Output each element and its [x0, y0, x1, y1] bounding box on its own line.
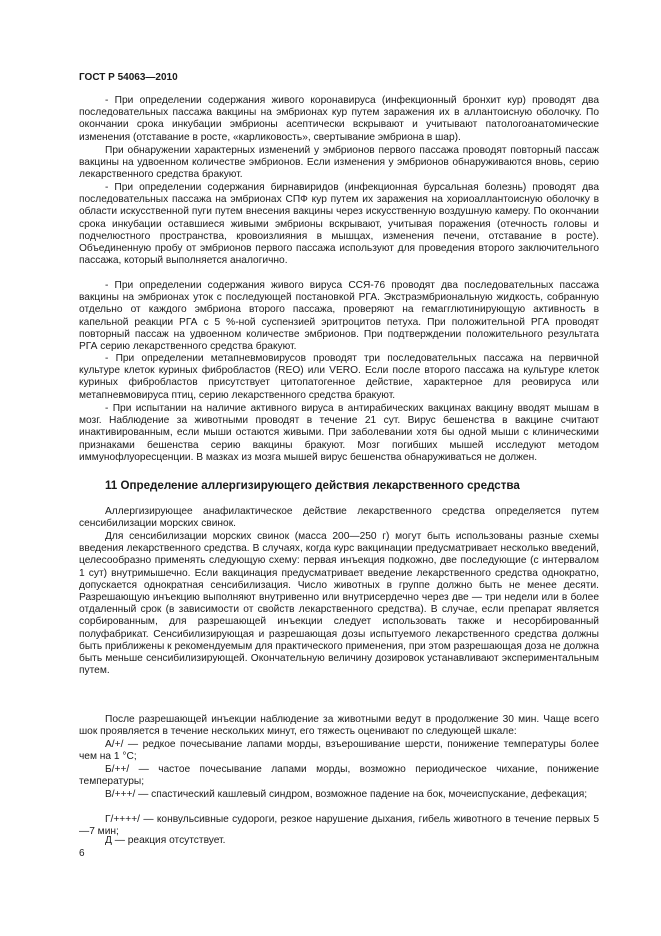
paragraph-allergenic-intro: Аллергизирующее анафилактическое действие лекарственного средства определяется путем сенсибилизации морских свинок. [79, 506, 599, 530]
scale-item-v: В/+++/ — спастический кашлевый синдром, возможное падение на бок, мочеиспускание, дефекация; [105, 789, 588, 800]
paragraph-ccy76: - При определении содержания живого вируса ССЯ-76 проводят два последовательных пассажа вакцины на эмбрионах уток с последующей постановкой РГА. Экстраэмбриональную жидкость, собранную отдельно от каждого эмбриона второго пассажа, проверяют на гемагглютинирующую активность в капельной реакции РГА с 5 %-ной суспензией эритроцитов петуха. При положительной РГА проводят повторный пассаж на удвоенном количестве эмбрионов. При подтверждении положительного результата РГА серию лекарственного средства бракуют. [79, 280, 599, 353]
document-header: ГОСТ Р 54063—2010 [79, 72, 178, 83]
scale-item-a: А/+/ — редкое почесывание лапами морды, взъерошивание шерсти, понижение температуры более чем на 1 °С; [79, 739, 599, 763]
scale-item-d: Д — реакция отсутствует. [105, 835, 226, 846]
paragraph-sensitization: Для сенсибилизации морских свинок (масса 200—250 г) могут быть использованы разные схемы введения лекарственного средства. В случаях, когда курс вакцинации предусматривает несколько введений, целесообразно применять следующую схему: первая инъекция подкожно, две последующие (с интервалом 1 сут) внутримышечно. Если вакцинация предусматривает введение лекарственного средства однократно, допускается однократная сенсибилизация. Число животных в группе должно быть не менее десяти. Разрешающую инъекцию выполняют внутривенно или внутрисердечно через две — три недели или в более отдаленный срок (в зависимости от свойств лекарственного средства). В случае, если препарат является сорбированным, для разрешающей инъекции следует использовать также и несорбированный полуфабрикат. Сенсибилизирующая и разрешающая дозы испытуемого лекарственного средства должны быть приближены к рекомендуемым для практического применения, при этом разрешающая доза не должна быть меньше сенсибилизирующей. Окончательную величину дозировок устанавливают экспериментальным путем. [79, 531, 599, 677]
paragraph-metapneumovirus: - При определении метапневмовирусов проводят три последовательных пассажа на первичной культуре клеток куриных фибробластов (REO) или VERO. Если после второго пассажа на культуре клеток куриных фибробластов присутствует цитопатогенное действие, характерное для реовируса или метапневмовируса птиц, серию лекарственного средства бракуют. [79, 353, 599, 401]
paragraph-rabies: - При испытании на наличие активного вируса в антирабических вакцинах вакцину вводят мышам в мозг. Наблюдение за животными проводят в течение 21 сут. Вирус бешенства в вакцине считают инактивированным, если мыши остаются живыми. При заболевании хотя бы одной мыши с клиническими признаками бешенства серию вакцины бракуют. Мозг погибших мышей исследуют методом иммунофлуоресценции. В мазках из мозга мышей вирус бешенства обнаруживаться не должен. [79, 403, 599, 463]
scale-item-g: Г/++++/ — конвульсивные судороги, резкое нарушение дыхания, гибель животного в течение первых 5—7 мин; [79, 814, 599, 838]
section-heading: 11 Определение аллергизирующего действия лекарственного средства [105, 479, 520, 492]
paragraph-birnavirus: - При определении содержания бирнавиридов (инфекционная бурсальная болезнь) проводят два последовательных пассажа на эмбрионах СПФ кур путем их заражения на хориоаллантоисную оболочку в области искусственной пуги путем внесения вакцины через искусственную воздушную камеру. По окончании срока инкубации оставшиеся живыми эмбрионы вскрывают, учитывая поражения (отечность головы и подчелюстного пространства, кровоизлияния в мышцах, изменения печени, отставание в росте). Объединенную пробу от эмбрионов первого пассажа используют для проведения второго заключительного пассажа, который выполняется аналогично. [79, 182, 599, 267]
paragraph-repeat-passage: При обнаружении характерных изменений у эмбрионов первого пассажа проводят повторный пассаж вакцины на удвоенном количестве эмбрионов. Если изменения у эмбрионов обнаруживаются вновь, серию лекарственного средства бракуют. [79, 145, 599, 181]
page-number: 6 [79, 848, 85, 859]
paragraph-observation: После разрешающей инъекции наблюдение за животными ведут в продолжение 30 мин. Чаще всего шок проявляется в течение нескольких минут, его тяжесть оценивают по следующей шкале: [79, 714, 599, 738]
paragraph-coronavirus: - При определении содержания живого коронавируса (инфекционный бронхит кур) проводят два последовательных пассажа вакцины на эмбрионах кур путем заражения их в аллантоисную оболочку. По окончании срока инкубации эмбрионы асептически вскрывают и учитывают патологоанатомические изменения (отставание в росте, «карликовость», свертывание эмбриона в шар). [79, 95, 599, 143]
scale-item-b: Б/++/ — частое почесывание лапами морды, возможно периодическое чихание, понижение температуры; [79, 764, 599, 788]
